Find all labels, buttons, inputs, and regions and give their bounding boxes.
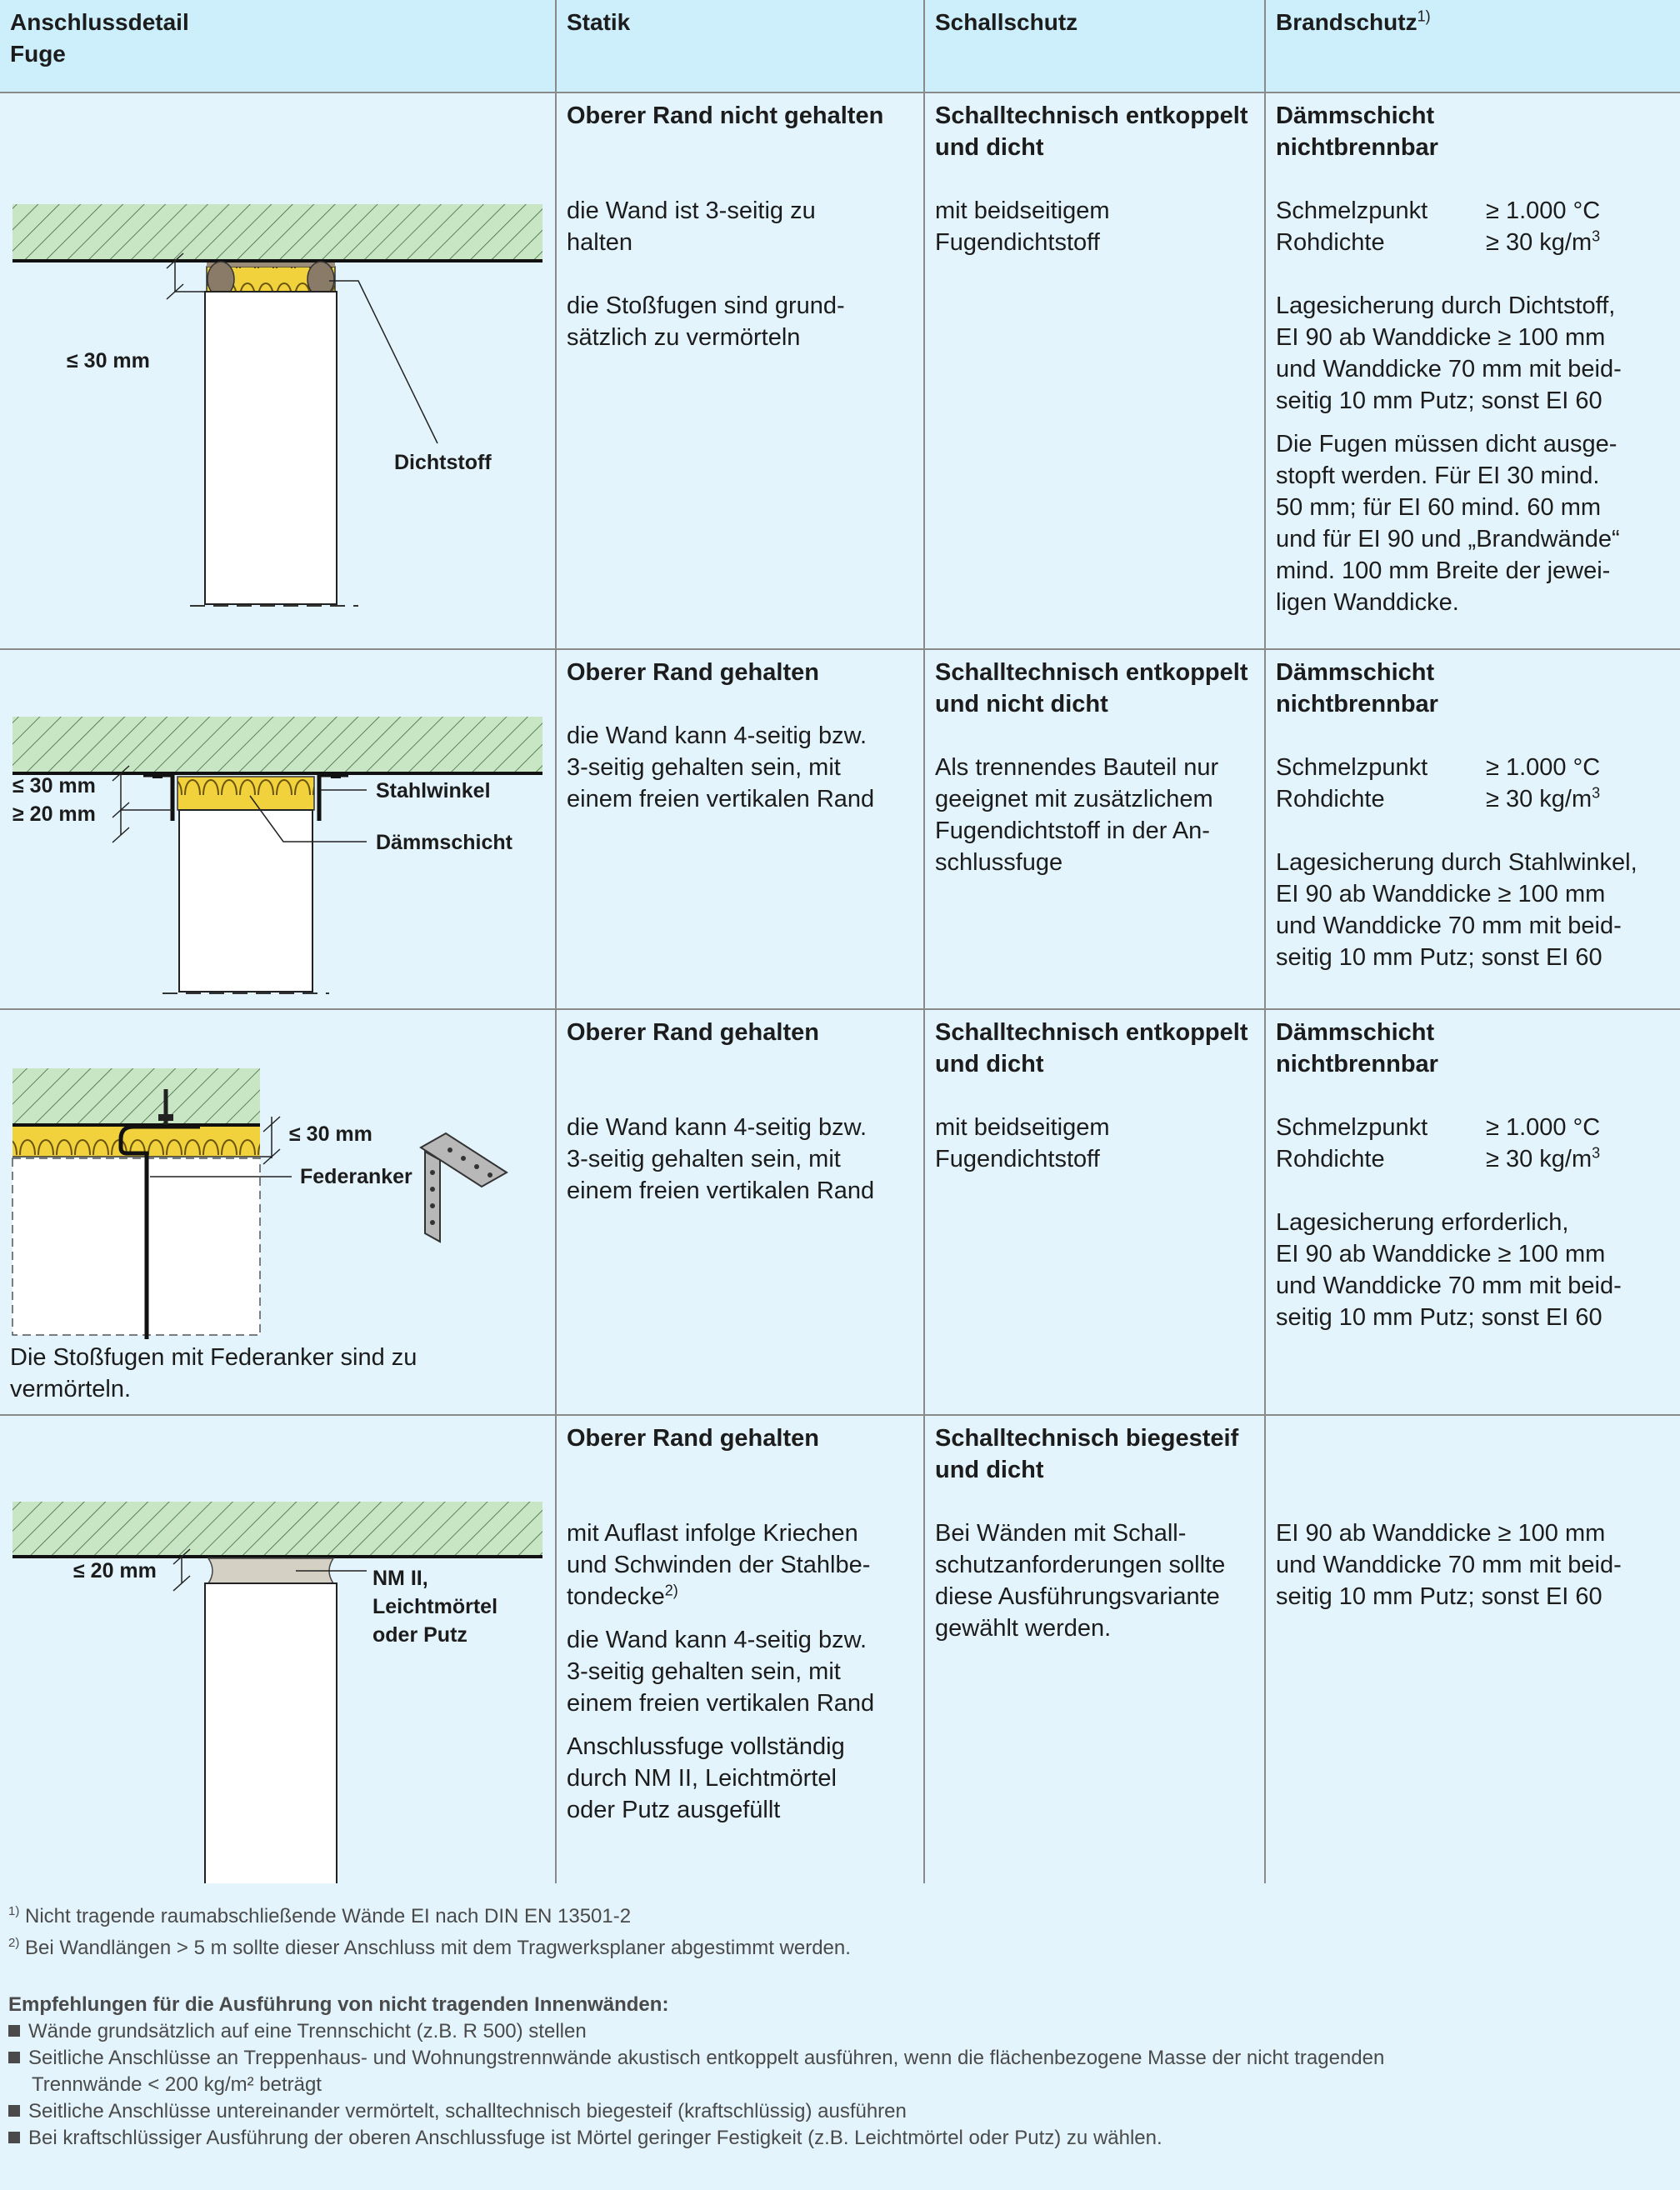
schall-title: und dicht bbox=[935, 1457, 1044, 1483]
text-line: 3-seitig gehalten sein, mit bbox=[567, 1658, 841, 1685]
superscript: 3 bbox=[1592, 1144, 1601, 1162]
brand-title: nichtbrennbar bbox=[1276, 134, 1438, 161]
text-line: Lagesicherung durch Stahlwinkel, bbox=[1276, 849, 1638, 876]
masonry-wall bbox=[12, 1158, 260, 1335]
footnote-text: Nicht tragende raumabschließende Wände EI nach DIN EN 13501-2 bbox=[25, 1905, 632, 1928]
dimension-label: ≤ 30 mm bbox=[12, 774, 96, 798]
text-line: EI 90 ab Wanddicke ≥ 100 mm bbox=[1276, 1241, 1606, 1268]
schall-title: Schalltechnisch entkoppelt bbox=[935, 102, 1248, 129]
recommendation-text: Wände grundsätzlich auf eine Trennschicht (z.B. R 500) stellen bbox=[28, 2020, 587, 2042]
header-schallschutz bbox=[925, 0, 1266, 93]
text-line: EI 90 ab Wanddicke ≥ 100 mm bbox=[1276, 1520, 1606, 1547]
recommendation-item bbox=[8, 2018, 587, 2045]
brand-title: nichtbrennbar bbox=[1276, 1051, 1438, 1078]
footnote-text: Bei Wandlängen > 5 m sollte dieser Anschluss mit dem Tragwerksplaner abgestimmt werden. bbox=[25, 1937, 851, 1959]
dimension-label: ≤ 30 mm bbox=[289, 1122, 372, 1146]
spring-anchor-iso-icon bbox=[421, 1133, 507, 1242]
row-2-statik bbox=[557, 650, 925, 1010]
anchor-bolt bbox=[331, 772, 341, 778]
text-line: und Wanddicke 70 mm mit beid- bbox=[1276, 912, 1622, 939]
text-line: seitig 10 mm Putz; sonst EI 60 bbox=[1276, 1583, 1602, 1610]
row-1-brandschutz bbox=[1266, 93, 1680, 650]
property-key: Schmelzpunkt bbox=[1276, 754, 1428, 781]
property-value: ≥ 1.000 °C bbox=[1486, 754, 1601, 781]
schall-title: und nicht dicht bbox=[935, 691, 1108, 718]
text-line: einem freien vertikalen Rand bbox=[567, 1690, 875, 1717]
row-3-schallschutz bbox=[925, 1010, 1266, 1416]
statik-title: Oberer Rand gehalten bbox=[567, 659, 819, 686]
row-2-brandschutz bbox=[1266, 650, 1680, 1010]
row-4-brandschutz bbox=[1266, 1416, 1680, 1947]
text-line: die Wand kann 4-seitig bzw. bbox=[567, 1627, 868, 1653]
text-line: Die Stoßfugen mit Federanker sind zu bbox=[10, 1344, 418, 1371]
property-row bbox=[1276, 1143, 1672, 1175]
recommendation-text: Seitliche Anschlüsse untereinander vermörtelt, schalltechnisch biegesteif (kraftschlüssig) ausführen bbox=[28, 2100, 907, 2122]
text-line: EI 90 ab Wanddicke ≥ 100 mm bbox=[1276, 324, 1606, 351]
row-1-detail bbox=[0, 93, 557, 650]
hole bbox=[430, 1187, 435, 1192]
statik-title: Oberer Rand nicht gehalten bbox=[567, 102, 884, 129]
bullet-icon bbox=[8, 2052, 20, 2063]
text-line: Fugendichtstoff in der An- bbox=[935, 818, 1210, 844]
text-line: mit Auflast infolge Kriechen bbox=[567, 1520, 858, 1547]
recommendation-item bbox=[8, 2125, 1162, 2152]
hole bbox=[461, 1156, 466, 1161]
text-line: und für EI 90 und „Brandwände“ bbox=[1276, 526, 1620, 552]
schall-title: und dicht bbox=[935, 1051, 1044, 1078]
brand-title: Dämmschicht bbox=[1276, 102, 1435, 129]
callout-federanker: Federanker bbox=[300, 1165, 412, 1188]
text-line: die Wand kann 4-seitig bzw. bbox=[567, 722, 868, 749]
anchor-bolt bbox=[152, 772, 162, 778]
bullet-icon bbox=[8, 2105, 20, 2117]
text-line: ligen Wanddicke. bbox=[1276, 589, 1459, 616]
brand-title: Dämmschicht bbox=[1276, 1019, 1435, 1046]
row-2-schallschutz bbox=[925, 650, 1266, 1010]
property-row bbox=[1276, 195, 1672, 227]
text-line: und Wanddicke 70 mm mit beid- bbox=[1276, 1552, 1622, 1578]
bullet-icon bbox=[8, 2132, 20, 2143]
text-line: die Wand ist 3-seitig zu bbox=[567, 198, 816, 224]
text-line: oder Putz ausgefüllt bbox=[567, 1797, 781, 1823]
hole bbox=[430, 1220, 435, 1225]
anchor-nut bbox=[158, 1114, 173, 1121]
property-value: ≥ 30 kg/m bbox=[1486, 1146, 1592, 1172]
text-line: durch NM II, Leichtmörtel bbox=[567, 1765, 837, 1792]
dimension-label: ≤ 20 mm bbox=[73, 1559, 157, 1582]
schall-title: und dicht bbox=[935, 134, 1044, 161]
hole bbox=[474, 1164, 479, 1169]
text-line: einem freien vertikalen Rand bbox=[567, 786, 875, 812]
property-value: ≥ 30 kg/m bbox=[1486, 786, 1592, 812]
text-line: mind. 100 mm Breite der jewei- bbox=[1276, 558, 1611, 584]
text-line: Als trennendes Bauteil nur bbox=[935, 754, 1219, 781]
header-anschlussdetail bbox=[0, 0, 557, 93]
detail-drawing-sealant-joint bbox=[0, 93, 555, 648]
callout-mortar: Leichtmörtel bbox=[372, 1595, 498, 1618]
steel-angle-left bbox=[143, 775, 172, 821]
dimension-label: ≤ 30 mm bbox=[67, 349, 150, 372]
insulation-strip bbox=[178, 777, 314, 810]
detail-drawing-mortar-joint bbox=[0, 1416, 555, 1945]
hole bbox=[430, 1170, 435, 1175]
property-key: Schmelzpunkt bbox=[1276, 198, 1428, 224]
row-4-detail bbox=[0, 1416, 557, 1947]
row-1-schallschutz bbox=[925, 93, 1266, 650]
recommendation-text: Bei kraftschlüssiger Ausführung der oberen Anschlussfuge ist Mörtel geringer Festigkeit (z.B. Leichtmörtel oder Putz) zu wählen. bbox=[28, 2127, 1162, 2149]
recommendations-title: Empfehlungen für die Ausführung von nicht tragenden Innenwänden: bbox=[8, 1993, 669, 2016]
detail-drawing-steel-angle bbox=[0, 650, 555, 1008]
row-4-schallschutz bbox=[925, 1416, 1266, 1947]
text-line: Bei Wänden mit Schall- bbox=[935, 1520, 1187, 1547]
text-line: seitig 10 mm Putz; sonst EI 60 bbox=[1276, 944, 1602, 971]
callout-mortar: oder Putz bbox=[372, 1623, 468, 1647]
brand-title: Dämmschicht bbox=[1276, 659, 1435, 686]
text-line: sätzlich zu vermörteln bbox=[567, 324, 801, 351]
schall-title: Schalltechnisch entkoppelt bbox=[935, 659, 1248, 686]
property-row bbox=[1276, 227, 1672, 258]
text-line: und Wanddicke 70 mm mit beid- bbox=[1276, 1272, 1622, 1299]
detail-note bbox=[10, 1342, 417, 1405]
row-4-statik bbox=[557, 1416, 925, 1947]
property-value: ≥ 1.000 °C bbox=[1486, 198, 1601, 224]
text-line: seitig 10 mm Putz; sonst EI 60 bbox=[1276, 1304, 1602, 1331]
header-text: Brandschutz bbox=[1276, 9, 1418, 35]
property-value: ≥ 1.000 °C bbox=[1486, 1114, 1601, 1141]
anchor-leg bbox=[425, 1152, 440, 1242]
text-line: Fugendichtstoff bbox=[935, 229, 1100, 256]
property-key: Schmelzpunkt bbox=[1276, 1114, 1428, 1141]
text-line: mit beidseitigem bbox=[935, 1114, 1110, 1141]
text-line: mit beidseitigem bbox=[935, 198, 1110, 224]
text-line: gewählt werden. bbox=[935, 1615, 1112, 1642]
property-row bbox=[1276, 752, 1672, 783]
row-3-brandschutz bbox=[1266, 1010, 1680, 1416]
row-3-statik bbox=[557, 1010, 925, 1416]
property-row bbox=[1276, 783, 1672, 815]
footnote-2 bbox=[8, 1935, 851, 1962]
row-3-detail bbox=[0, 1010, 557, 1416]
steel-angle-right bbox=[319, 775, 348, 821]
text-line: schutzanforderungen sollte bbox=[935, 1552, 1226, 1578]
row-1-statik bbox=[557, 93, 925, 650]
text-line: seitig 10 mm Putz; sonst EI 60 bbox=[1276, 388, 1602, 414]
text-line: vermörteln. bbox=[10, 1376, 132, 1402]
detail-drawing-spring-anchor bbox=[0, 1010, 555, 1360]
callout-dichtstoff: Dichtstoff bbox=[394, 451, 492, 474]
bullet-icon bbox=[8, 2025, 20, 2037]
masonry-wall bbox=[205, 292, 337, 604]
concrete-slab bbox=[12, 717, 542, 773]
superscript: 3 bbox=[1592, 228, 1601, 245]
text-line: Lagesicherung erforderlich, bbox=[1276, 1209, 1569, 1236]
schall-title: Schalltechnisch entkoppelt bbox=[935, 1019, 1248, 1046]
masonry-wall bbox=[179, 810, 312, 992]
property-row bbox=[1276, 1112, 1672, 1143]
brand-title: nichtbrennbar bbox=[1276, 691, 1438, 718]
callout-stahlwinkel: Stahlwinkel bbox=[376, 779, 491, 802]
callout-mortar: NM II, bbox=[372, 1567, 428, 1590]
text-line: und Schwinden der Stahlbe- bbox=[567, 1552, 871, 1578]
recommendation-text: Trennwände < 200 kg/m² beträgt bbox=[32, 2073, 322, 2096]
superscript: 3 bbox=[1592, 784, 1601, 802]
text-line: die Stoßfugen sind grund- bbox=[567, 292, 845, 319]
text-line: 50 mm; für EI 60 mind. 60 mm bbox=[1276, 494, 1602, 521]
text-line: Lagesicherung durch Dichtstoff, bbox=[1276, 292, 1616, 319]
hole bbox=[448, 1148, 452, 1152]
header-line: Fuge bbox=[10, 41, 66, 67]
text-line: Die Fugen müssen dicht ausge- bbox=[1276, 431, 1618, 458]
footnote-marker: 2) bbox=[8, 1936, 20, 1950]
text-line: EI 90 ab Wanddicke ≥ 100 mm bbox=[1276, 881, 1606, 908]
masonry-wall bbox=[205, 1583, 337, 1892]
statik-title: Oberer Rand gehalten bbox=[567, 1019, 819, 1046]
text-line: stopft werden. Für EI 30 mind. bbox=[1276, 462, 1600, 489]
footnote-1 bbox=[8, 1903, 631, 1930]
recommendation-item bbox=[8, 2045, 1384, 2098]
leader-line bbox=[329, 281, 438, 443]
hole bbox=[488, 1172, 492, 1178]
text-line: Fugendichtstoff bbox=[935, 1146, 1100, 1172]
property-key: Rohdichte bbox=[1276, 1146, 1385, 1172]
text-line: und Wanddicke 70 mm mit beid- bbox=[1276, 356, 1622, 382]
concrete-slab bbox=[12, 1502, 542, 1557]
header-line: Anschlussdetail bbox=[10, 9, 189, 35]
footnote-ref: 1) bbox=[1417, 8, 1431, 25]
text-line: einem freien vertikalen Rand bbox=[567, 1178, 875, 1204]
text-line: geeignet mit zusätzlichem bbox=[935, 786, 1213, 812]
header-text: Statik bbox=[567, 9, 631, 35]
header-statik bbox=[557, 0, 925, 93]
text-line: die Wand kann 4-seitig bzw. bbox=[567, 1114, 868, 1141]
property-value: ≥ 30 kg/m bbox=[1486, 229, 1592, 256]
text-line: 3-seitig gehalten sein, mit bbox=[567, 1146, 841, 1172]
recommendation-item bbox=[8, 2098, 907, 2125]
schall-title: Schalltechnisch biegesteif bbox=[935, 1425, 1239, 1452]
text-line: 3-seitig gehalten sein, mit bbox=[567, 754, 841, 781]
text-line: diese Ausführungsvariante bbox=[935, 1583, 1220, 1610]
hole bbox=[430, 1203, 435, 1208]
recommendation-text: Seitliche Anschlüsse an Treppenhaus- und Wohnungstrennwände akustisch entkoppelt ausführen, wenn die flächenbezogene Masse der nicht tragenden bbox=[28, 2047, 1385, 2069]
property-key: Rohdichte bbox=[1276, 229, 1385, 256]
text-line: halten bbox=[567, 229, 633, 256]
header-brandschutz bbox=[1266, 0, 1680, 93]
statik-title: Oberer Rand gehalten bbox=[567, 1425, 819, 1452]
text-line: Anschlussfuge vollständig bbox=[567, 1733, 845, 1760]
footnote-ref: 2) bbox=[664, 1582, 678, 1599]
callout-daemmschicht: Dämmschicht bbox=[376, 831, 512, 854]
text-line: tondecke bbox=[567, 1583, 665, 1610]
dimension-label: ≥ 20 mm bbox=[12, 802, 96, 826]
footnote-marker: 1) bbox=[8, 1904, 20, 1918]
concrete-slab bbox=[12, 1068, 260, 1125]
property-key: Rohdichte bbox=[1276, 786, 1385, 812]
row-2-detail bbox=[0, 650, 557, 1010]
concrete-slab bbox=[12, 204, 542, 261]
header-text: Schallschutz bbox=[935, 9, 1078, 35]
text-line: schlussfuge bbox=[935, 849, 1063, 876]
footnotes-section bbox=[0, 1883, 1680, 2190]
